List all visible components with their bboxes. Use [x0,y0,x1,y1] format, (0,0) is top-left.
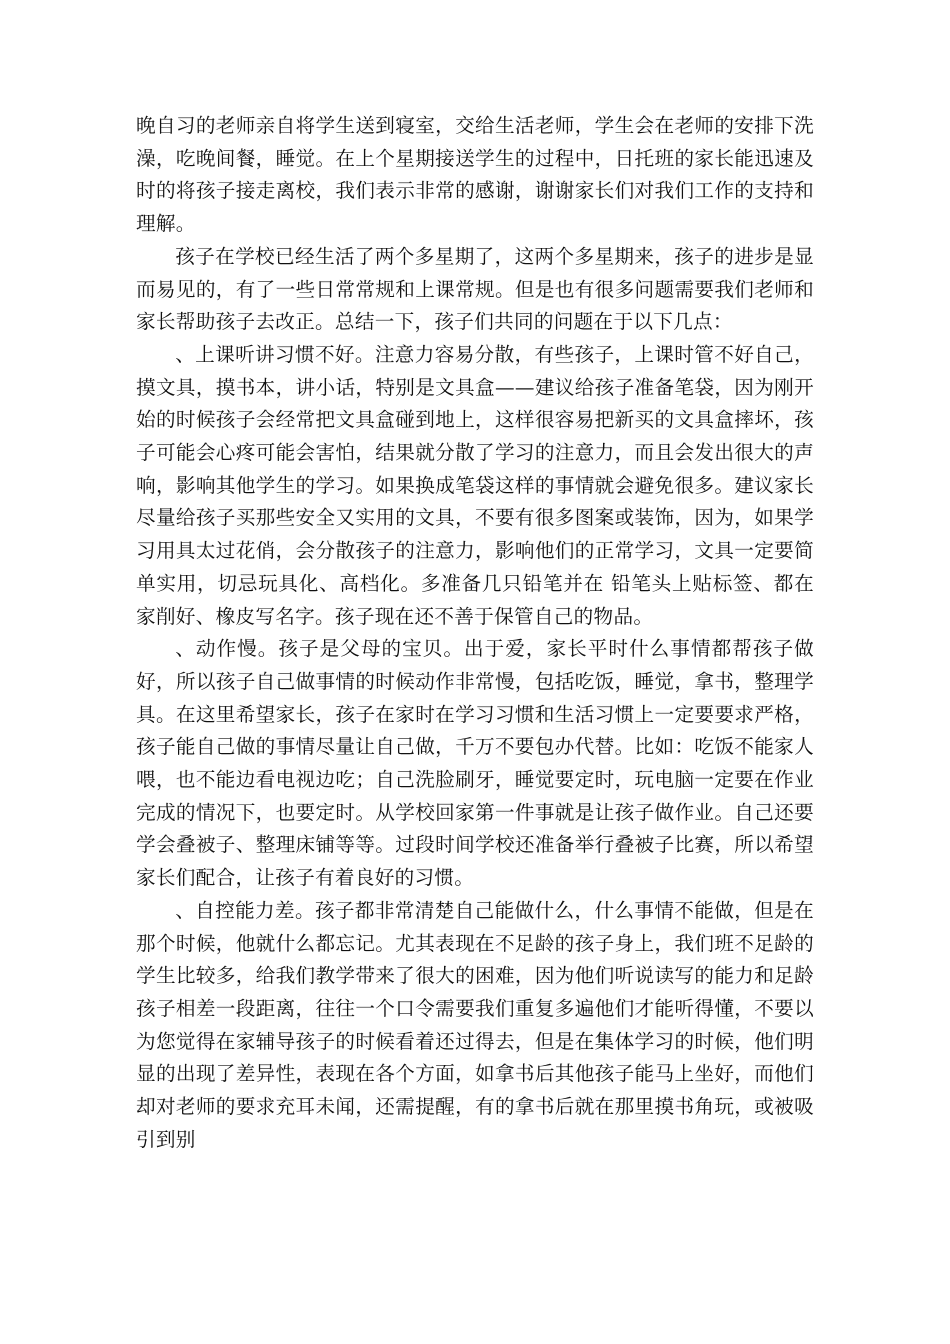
paragraph-intro: 孩子在学校已经生活了两个多星期了，这两个多星期来，孩子的进步是显而易见的，有了一些日常常规和上课常规。但是也有很多问题需要我们老师和家长帮助孩子去改正。总结一下，孩子们共同的问题在于以下几点： [136,244,814,334]
paragraph-continuation: 晚自习的老师亲自将学生送到寝室，交给生活老师，学生会在老师的安排下洗澡，吃晚间餐，睡觉。在上个星期接送学生的过程中，日托班的家长能迅速及时的将孩子接走离校，我们表示非常的感谢，谢谢家长们对我们工作的支持和理解。 [136,114,814,236]
document-body [136,110,814,1157]
paragraph-point-self-control: 、自控能力差。孩子都非常清楚自己能做什么，什么事情不能做，但是在那个时候，他就什么都忘记。尤其表现在不足龄的孩子身上，我们班不足龄的学生比较多，给我们教学带来了很大的困难，因为他们听说读写的能力和足龄孩子相差一段距离，往往一个口令需要我们重复多遍他们才能听得懂，不要以为您觉得在家辅导孩子的时候看着还过得去，但是在集体学习的时候，他们明显的出现了差异性，表现在各个方面，如拿书后其他孩子能马上坐好，而他们却对老师的要求充耳未闻，还需提醒，有的拿书后就在那里摸书角玩，或被吸引到别 [136,898,814,1151]
paragraph-point-slow: 、动作慢。孩子是父母的宝贝。出于爱，家长平时什么事情都帮孩子做好，所以孩子自己做事情的时候动作非常慢，包括吃饭，睡觉，拿书，整理学具。在这里希望家长，孩子在家时在学习习惯和生活习惯上一定要要求严格，孩子能自己做的事情尽量让自己做，千万不要包办代替。比如：吃饭不能家人喂，也不能边看电视边吃；自己洗脸刷牙，睡觉要定时，玩电脑一定要在作业完成的情况下，也要定时。从学校回家第一件事就是让孩子做作业。自己还要学会叠被子、整理床铺等等。过段时间学校还准备举行叠被子比赛，所以希望家长们配合，让孩子有着良好的习惯。 [136,637,814,890]
paragraph-point-listening: 、上课听讲习惯不好。注意力容易分散，有些孩子，上课时管不好自己，摸文具，摸书本，讲小话，特别是文具盒——建议给孩子准备笔袋，因为刚开始的时候孩子会经常把文具盒碰到地上，这样很容易把新买的文具盒摔坏，孩子可能会心疼可能会害怕，结果就分散了学习的注意力，而且会发出很大的声响，影响其他学生的学习。如果换成笔袋这样的事情就会避免很多。建议家长尽量给孩子买那些安全又实用的文具，不要有很多图案或装饰，因为，如果学习用具太过花俏，会分散孩子的注意力，影响他们的正常学习，文具一定要简单实用，切忌玩具化、高档化。多准备几只铅笔并在 铅笔头上贴标签、都在家削好、橡皮写名字。孩子现在还不善于保管自己的物品。 [136,342,814,628]
